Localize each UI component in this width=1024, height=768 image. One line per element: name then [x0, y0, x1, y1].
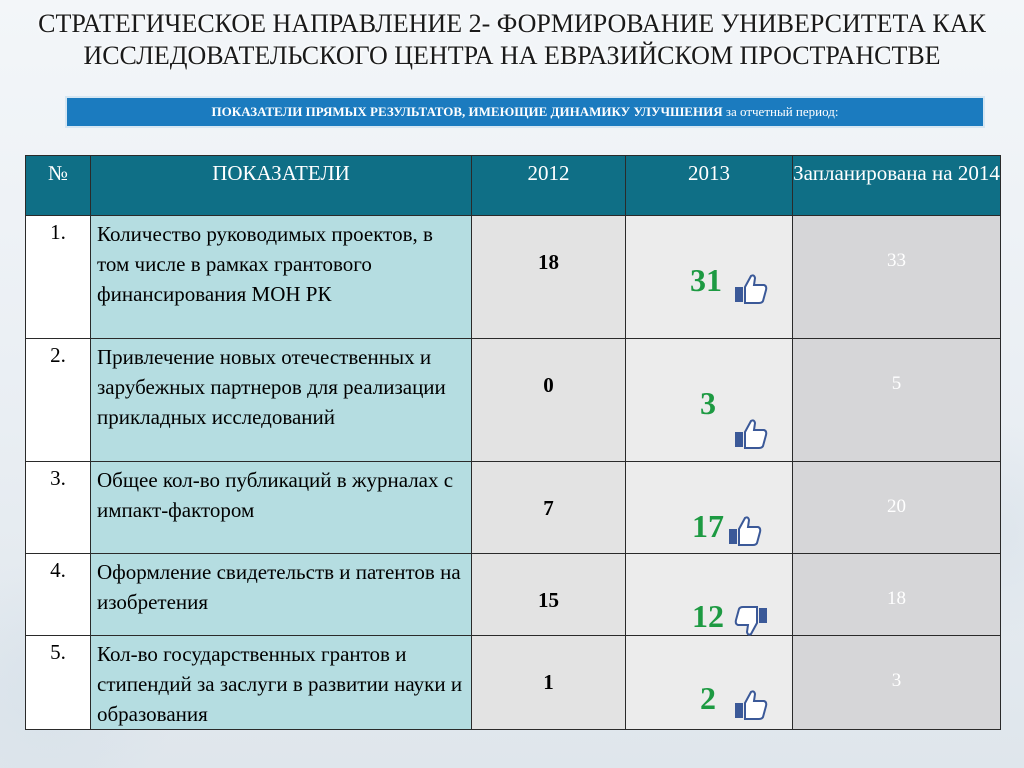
row-2012-value: 0: [543, 373, 554, 397]
row-2012-value: 18: [538, 250, 559, 274]
row-2013-cell: [626, 216, 793, 339]
row-2012-cell: [472, 636, 626, 730]
header-2012: 2012: [472, 156, 626, 216]
row-num: 5.: [26, 636, 91, 730]
subtitle-rest: за отчетный период:: [722, 104, 839, 119]
row-2013-value: 17: [692, 508, 724, 544]
row-planned-value: 18: [887, 588, 906, 609]
row-2012-cell: [472, 462, 626, 554]
row-planned-value: 20: [887, 496, 906, 517]
row-2012-cell: [472, 216, 626, 339]
row-planned-cell: [793, 554, 1001, 636]
row-2012-value: 15: [538, 588, 559, 612]
row-2013-cell: [626, 462, 793, 554]
row-num: 1.: [26, 216, 91, 339]
subtitle-bold: ПОКАЗАТЕЛИ ПРЯМЫХ РЕЗУЛЬТАТОВ, ИМЕЮЩИЕ ДИНАМИКУ УЛУЧШЕНИЯ: [211, 104, 723, 119]
table-header-row: [26, 156, 1001, 216]
row-2013-value: 2: [700, 680, 716, 716]
row-planned-value: 3: [891, 670, 902, 691]
row-planned-value: 33: [887, 250, 906, 271]
row-indicator: Общее кол-во публикаций в журналах с импакт-фактором: [91, 462, 472, 554]
row-2012-value: 7: [543, 496, 554, 520]
row-2013-value: 12: [692, 598, 724, 634]
table-row: [26, 216, 1001, 339]
thumbs-down-icon: [734, 606, 768, 636]
row-2012-value: 1: [543, 670, 554, 694]
subtitle-band: [65, 96, 985, 128]
table-row: [26, 636, 1001, 730]
row-num: 3.: [26, 462, 91, 554]
row-planned-value: 5: [891, 373, 902, 394]
thumbs-up-icon: [728, 516, 762, 546]
slide-title: СТРАТЕГИЧЕСКОЕ НАПРАВЛЕНИЕ 2- ФОРМИРОВАНИЕ УНИВЕРСИТЕТА КАК ИССЛЕДОВАТЕЛЬСКОГО ЦЕНТРА НА ЕВРАЗИЙСКОМ ПРОСТРАНСТВЕ: [38, 9, 986, 70]
header-indicator: ПОКАЗАТЕЛИ: [91, 156, 472, 216]
row-indicator: Привлечение новых отечественных и зарубежных партнеров для реализации прикладных исследований: [91, 339, 472, 462]
row-2013-value: 31: [690, 262, 722, 298]
row-planned-cell: [793, 339, 1001, 462]
row-2013-cell: [626, 636, 793, 730]
row-2012-cell: [472, 554, 626, 636]
header-2013: 2013: [626, 156, 793, 216]
row-planned-cell: [793, 636, 1001, 730]
row-num: 2.: [26, 339, 91, 462]
row-planned-cell: [793, 216, 1001, 339]
row-2013-cell: [626, 339, 793, 462]
row-planned-cell: [793, 462, 1001, 554]
thumbs-up-icon: [734, 690, 768, 720]
row-2013-value: 3: [700, 385, 716, 421]
row-indicator: Количество руководимых проектов, в том числе в рамках грантового финансирования МОН РК: [91, 216, 472, 339]
thumbs-up-icon: [734, 419, 768, 449]
table-row: [26, 554, 1001, 636]
row-2013-cell: [626, 554, 793, 636]
header-num: №: [26, 156, 91, 216]
table-row: [26, 462, 1001, 554]
table-row: [26, 339, 1001, 462]
row-indicator: Оформление свидетельств и патентов на изобретения: [91, 554, 472, 636]
thumbs-up-icon: [734, 274, 768, 304]
header-planned-2014: Запланирована на 2014: [793, 156, 1001, 216]
row-num: 4.: [26, 554, 91, 636]
row-2012-cell: [472, 339, 626, 462]
row-indicator: Кол-во государственных грантов и стипендий за заслуги в развитии науки и образования: [91, 636, 472, 730]
indicators-table: [25, 155, 1001, 730]
